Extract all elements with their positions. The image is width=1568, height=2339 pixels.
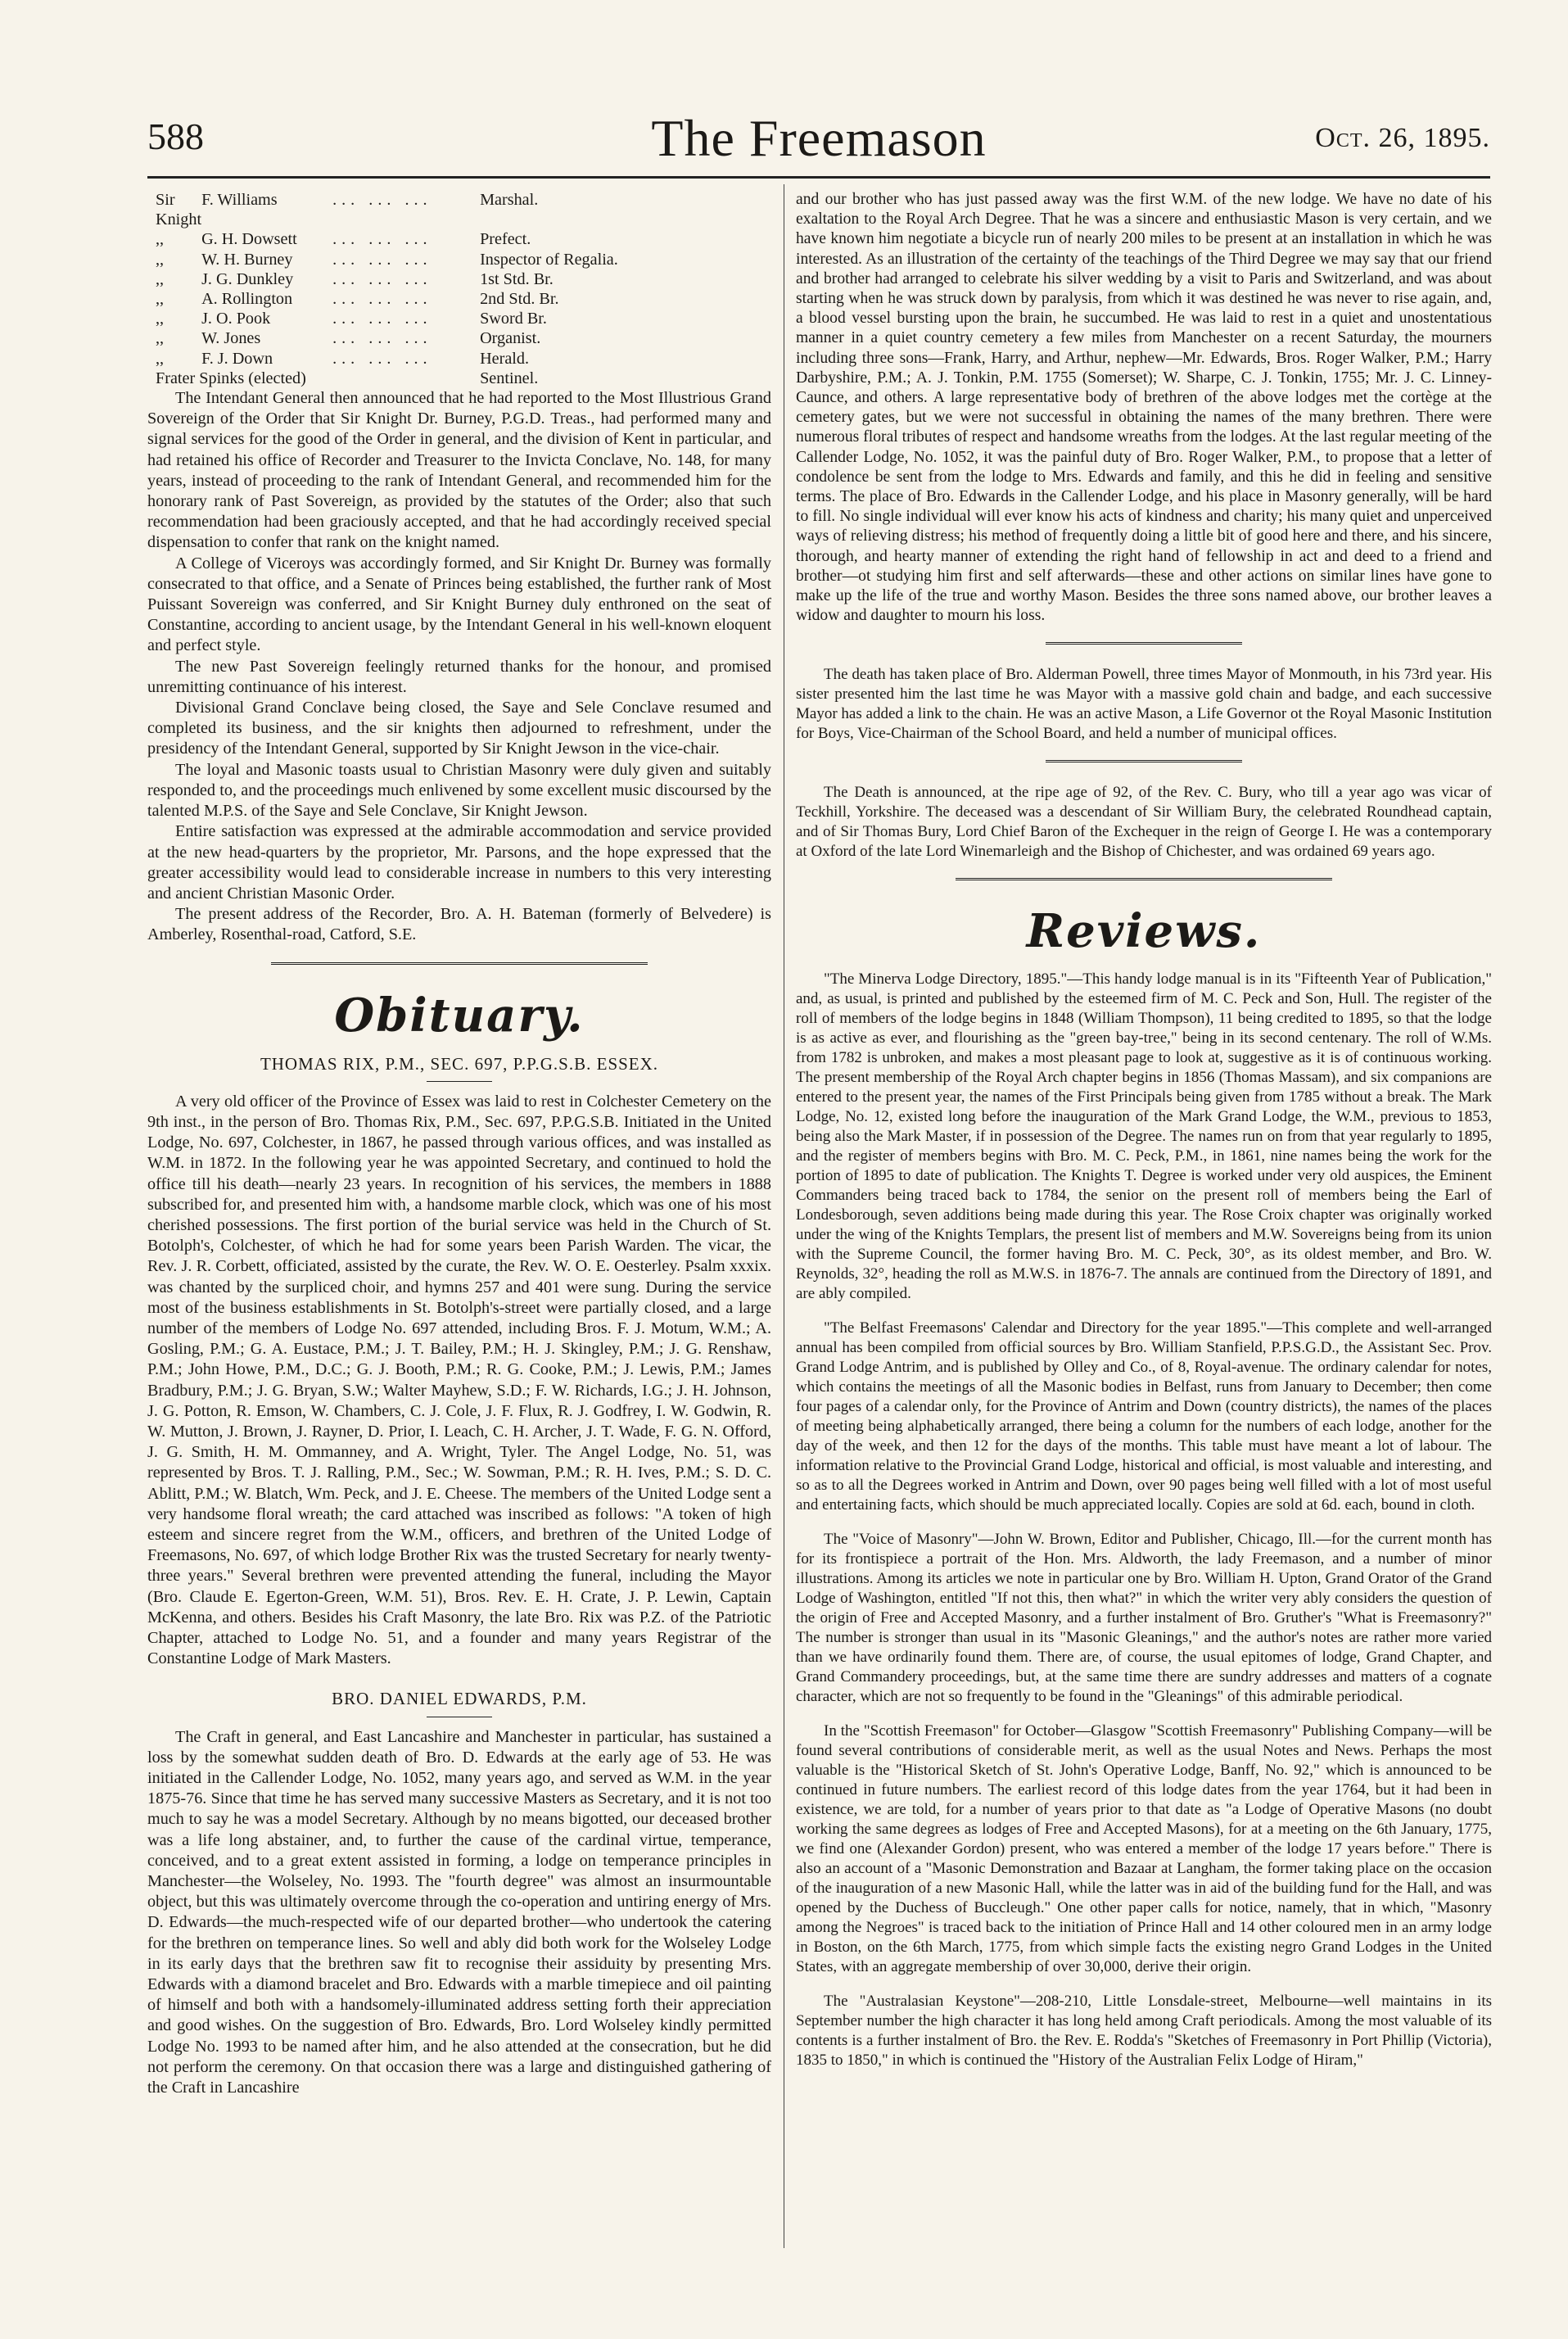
notice-divider (1046, 642, 1242, 647)
roster-row: Sir Knight F. Williams ... ... ... Marshal. (156, 191, 539, 229)
reviews-heading: Reviews. (1026, 904, 1262, 959)
notice-paragraph: The Death is announced, at the ripe age of 92, of the Rev. C. Bury, who till a year ago was vicar of Teckhill, Yorkshire. The deceased was a descendant of Sir William Bury, the celebrated Roundhead captain, and of Sir Thomas Bury, Lord Chief Baron of the Exchequer in the reign of George I. He was a contemporary at Oxford of the late Lord Winemarleigh and the Bishop of Chichester, and was ordained 69 years ago. (796, 784, 1492, 861)
paragraph: The loyal and Masonic toasts usual to Christian Masonry were duly given and suitably responded to, and the proceedings much enlivened by some excellent music discoursed by the talented M.P.S. of the Saye and Sele Conclave, Sir Knight Jewson. (147, 760, 771, 821)
obituary-rix-title: THOMAS RIX, P.M., SEC. 697, P.P.G.S.B. ESSEX. (260, 1053, 659, 1074)
paragraph: The Craft in general, and East Lancashire and Manchester in particular, has sustained a loss by the somewhat sudden death of Bro. D. Edwards at the early age of 53. He was initiated in the Callender Lodge, No. 1052, many years ago, and served as W.M. in the year 1875-76. Since that time he has served many successive Masters as Secretary, and it is not too much to say he was a model Secretary. Although by no means bigotted, our deceased brother was a life long abstainer, and, to further the cause of the cardinal virtue, temperance, conceived, and to a great extent assisted in forming, a lodge on temperance principles in Manchester—the Wolseley, No. 1993. The "fourth degree" was almost an insurmountable object, but this was ultimately overcome through the co-operation and untiring energy of Mrs. D. Edwards—the much-respected wife of our departed brother—who undertook the catering for the brethren on temperance lines. So well and ably did both work for the Wolseley Lodge in its early days that the brethren saw fit to recognise their assiduity by presenting Mrs. Edwards with a diamond bracelet and Bro. Edwards with a marble timepiece and oil painting of himself and both with a handsomely-illuminated address setting forth their appreciation and good wishes. On the suggestion of Bro. Edwards, Bro. Lord Wolseley kindly permitted Lodge No. 1993 to be named after him, and he also attended at the consecration, but he did not perform the ceremony. On that occasion there was a large and distinguished gathering of the Craft in Lancashire (147, 1727, 771, 2097)
right-column (796, 190, 1492, 2070)
subheading-rule (427, 1081, 492, 1082)
obituary-heading: Obituary. (334, 988, 585, 1043)
section-divider (956, 878, 1332, 883)
roster-row: Frater Spinks (elected) Sentinel. (156, 369, 539, 387)
roster-row: ,, W. H. Burney ... ... ... Inspector of Regalia. (156, 250, 618, 269)
issue-date: Oct. 26, 1895. (1315, 123, 1490, 153)
obituary-edwards-title: BRO. DANIEL EDWARDS, P.M. (332, 1689, 587, 1709)
left-column (147, 190, 771, 2098)
paragraph: Divisional Grand Conclave being closed, the Saye and Sele Conclave resumed and completed its business, and the sir knights then adjourned to refreshment, under the presidency of the Intendant General, supported by Sir Knight Jewson in the vice-chair. (147, 699, 771, 758)
paragraph: and our brother who has just passed away was the first W.M. of the new lodge. We have no date of his exaltation to the Royal Arch Degree. That he was a sincere and enthusiastic Mason is very certain, and we have known him negotiate a bicycle run of nearly 200 miles to be present at an installation in which he was interested. As an illustration of the certainty of the teachings of the Third Degree we may say that our friend and brother had arranged to celebrate his silver wedding by a visit to Paris and Switzerland, and was about starting when he was struck down by paralysis, from which it was destined he was never to rise again, and, a blood vessel bursting upon the brain, he succumbed. He was laid to rest in a quiet and unostentatious manner in a quiet country cemetery a few miles from Manchester on a recent Saturday, the mourners including three sons—Frank, Harry, and Arthur, nephew—Mr. Edwards, Bros. Roger Walker, P.M.; Harry Darbyshire, P.M.; A. J. Tonkin, P.M. 1755 (Somerset); W. Sharpe, C. J. Tonkin, 1755; Mr. J. C. Linney-Caunce, and others. A large representative body of brethren of the above lodges met the cortège at the cemetery gates, but we were not successful in obtaining the names of the many brethren. There were numerous floral tributes of respect and handsome wreaths from the lodges. At the last regular meeting of the Callender Lodge, No. 1052, it was the painful duty of Bro. Roger Walker, P.M., to propose that a letter of condolence be sent from the lodge to Mrs. Edwards and family, and this he did in feeling and sensitive terms. The place of Bro. Edwards in the Callender Lodge, and his place in Masonry generally, will be hard to fill. No single individual will ever know his acts of kindness and charity; his many quiet and unperceived ways of relieving distress; his method of frequently doing a little bit of good here and there, and his sincere, thorough, and hearty manner of extending the right hand of fellowship in act and deed to a friend and brother—ot studying him first and self afterwards—these and other actions on similar lines have gone to make up the life of the true and worthy Mason. Besides the three sons named above, our brother leaves a widow and daughter to mourn his loss. (796, 191, 1492, 625)
officer-roster (156, 190, 618, 388)
review-paragraph: "The Belfast Freemasons' Calendar and Directory for the year 1895."—This complete and well-arranged annual has been compiled from official sources by Bro. William Stanfield, P.P.S.G.D., the Assistant Sec. Prov. Grand Lodge Antrim, and is published by Olley and Co., of 8, Royal-avenue. The ordinary calendar for notes, which contains the meetings of all the Masonic bodies in Belfast, runs from January to December; then come four pages of a calendar only, for the Province of Antrim and Down (country districts), the names of the places of meeting being alphabetically arranged, there being a column for the numbers of each lodge, another for the day of the week, and then 12 for the days of the months. This table must have meant a lot of labour. The information relative to the Provincial Grand Lodge, historical and official, is most valuable and interesting, and so as to all the Degrees worked in Antrim and Down, over 90 pages being well filled with a lot of most useful and entertaining facts, which should be much appreciated locally. Copies are sold at 6d. each, bound in cloth. (796, 1319, 1492, 1514)
notice-paragraph: The death has taken place of Bro. Alderman Powell, three times Mayor of Monmouth, in his 73rd year. His sister presented him the last time he was Mayor with a massive gold chain and badge, and each successive Mayor has added a link to the chain. He was an active Mason, a Life Governor ot the Royal Masonic Institution for Boys, Vice-Chairman of the School Board, and held a number of municipal offices. (796, 666, 1492, 743)
page-number: 588 (147, 115, 204, 157)
masthead-rule (147, 176, 1490, 179)
section-divider (271, 962, 648, 967)
paragraph: The Intendant General then announced that he had reported to the Most Illustrious Grand Sovereign of the Order that Sir Knight Dr. Burney, P.G.D. Treas., had performed many and signal services for the good of the Order in general, and the division of Kent in particular, and had retained his office of Recorder and Treasurer to the Invicta Conclave, No. 148, for many years, instead of proceeding to the rank of Intendant General, and recommended him for the honorary rank of Past Sovereign, as provided by the statutes of the Order; also that such recommendation had been graciously accepted, and that he had accordingly received special dispensation to confer that rank on the knight named. (147, 389, 771, 552)
review-paragraph: "The Minerva Lodge Directory, 1895."—This handy lodge manual is in its "Fifteenth Year of Publication," and, as usual, is printed and published by the esteemed firm of M. C. Peck and Son, Hull. The register of the roll of members of the lodge begins in 1848 (William Thompson), 11 being credited to 1895, so that the lodge is as active as ever, and flourishing as the "green bay-tree," being in its second centenary. The roll of W.Ms. from 1782 is unbroken, and makes a most pleasant page to look at, suggestive as it is of continuous working. The present membership of the Royal Arch chapter begins in 1856 (Thomas Massam), and six companions are entered to the present year, the names of the First Principals being given from 1785 without a break. The Mark Lodge, No. 12, existed long before the inauguration of the Mark Grand Lodge, the W.M., previous to 1853, being also the Mark Master, if in possession of the Degree. The names run on from that year regularly to 1895, and the register of members begins with Bro. M. C. Peck, P.M., in 1861, nine names being the work for the portion of 1895 to date of publication. The Knights T. Degree is worked under very old auspices, the Eminent Commanders being traced back to 1784, the senior on the present roll of members being the Earl of Londesborough, seven additions being made during this year. The Rose Croix chapter was originally worked under the wing of the Knights Templars, the present list of members and M.W. Sovereigns being from its union with the Supreme Council, the former having Bro. M. C. Peck, 30°, as its oldest member, and Bro. W. Reynolds, 32°, heading the roll as M.W.S. in 1876-7. The annals are continued from the Directory of 1891, and are ably compiled. (796, 970, 1492, 1303)
roster-row: ,, J. O. Pook ... ... ... Sword Br. (156, 310, 547, 328)
review-paragraph: In the "Scottish Freemason" for October—Glasgow "Scottish Freemasonry" Publishing Company—will be found several contributions of considerable merit, as well as the usual Notes and News. Perhaps the most valuable is the "Historical Sketch of St. John's Operative Lodge, Banff, No. 92," which is announced to be continued in future numbers. The earliest record of this lodge dates from the year 1764, but it had been in existence, we are told, for a number of years prior to that date as "a Lodge of Operative Masons (no doubt working the same degrees as lodges of Free and Accepted Masons), for at a meeting on the 6th January, 1775, we find one (Alexander Gordon) present, who was entered a member of the lodge 17 years before." There is also an account of a "Masonic Demonstration and Bazaar at Langham, the former taking place on the occasion of the inauguration of a new Masonic Hall, while the latter was in aid of the building fund for the Hall, and was opened by the Duchess of Buccleugh." One other paper calls for notice, namely, that in which, "Masonry among the Negroes" is traced back to the initiation of Prince Hall and 14 other coloured men in an army lodge in Boston, on the 6th March, 1775, from which simple facts the existing negro Grand Lodges in the United States, with an aggregate membership of over 30,000, derive their origin. (796, 1722, 1492, 1976)
paragraph: The new Past Sovereign feelingly returned thanks for the honour, and promised unremitting continuance of his interest. (147, 657, 771, 696)
paragraph: A very old officer of the Province of Essex was laid to rest in Colchester Cemetery on the 9th inst., in the person of Bro. Thomas Rix, P.M., Sec. 697, P.P.G.S.B. Initiated in the United Lodge, No. 697, Colchester, in 1867, he passed through various offices, and was installed as W.M. in 1872. In the following year he was appointed Secretary, and continued to hold the office till his death—nearly 23 years. In recognition of his services, the members in 1888 subscribed for, and presented him with, a handsome marble clock, which was one of his most cherished possessions. The first portion of the burial service was held in the Church of St. Botolph's, Colchester, of which he had for some years been Parish Warden. The vicar, the Rev. J. R. Corbett, officiated, assisted by the curate, the Rev. W. O. E. Oesterley. Psalm xxxix. was chanted by the surpliced choir, and hymns 257 and 401 were sung. During the service most of the business establishments in St. Botolph's-street were partially closed, and a large number of the members of Lodge No. 697 attended, including Bros. F. J. Motum, W.M.; A. Gosling, P.M.; G. A. Eustace, P.M.; J. T. Bailey, P.M.; H. J. Skingley, P.M.; J. G. Renshaw, P.M.; John Howe, P.M., D.C.; G. J. Booth, P.M.; R. G. Cooke, P.M.; J. Lewis, P.M.; James Bradbury, P.M.; J. G. Bryan, S.W.; Walter Mayhew, S.D.; F. W. Richards, I.G.; J. H. Johnson, J. G. Potton, R. Emson, W. Chambers, C. J. Cole, J. F. Flux, R. J. Godfrey, I. W. Godwin, R. W. Mutton, J. Brown, J. Rayner, D. Prior, I. Leach, C. H. Archer, J. T. Wade, F. G. N. Offord, J. G. Smith, H. M. Ommanney, and A. Wright, Tyler. The Angel Lodge, No. 51, was represented by Bros. T. J. Ralling, P.M., Sec.; W. Sowman, P.M.; R. H. Ives, P.M.; S. D. C. Ablitt, P.M.; W. Blatch, Wm. Peck, and J. E. Cheese. The members of the United Lodge sent a very handsome floral wreath; the card attached was inscribed as follows: "A token of high esteem and sincere regret from the W.M., officers, and brethren of the United Lodge of Freemasons, No. 697, of which lodge Brother Rix was the trusted Secretary for nearly twenty-three years." Several brethren were prevented attending the funeral, including the Mayor (Bro. Claude E. Egerton-Green, W.M. 51), Bros. Rev. E. H. Crate, J. P. Lewin, Captain McKenna, and others. Besides his Craft Masonry, the late Bro. Rix was P.Z. of the Patriotic Chapter, attached to Lodge No. 51, and a founder and many years Registrar of the Constantine Lodge of Mark Masters. (147, 1092, 771, 1668)
publication-title: The Freemason (651, 109, 987, 167)
paragraph: The present address of the Recorder, Bro. A. H. Bateman (formerly of Belvedere) is Amberley, Rosenthal-road, Catford, S.E. (147, 905, 771, 944)
paragraph: A College of Viceroys was accordingly formed, and Sir Knight Dr. Burney was formally consecrated to that office, and a Senate of Princes being established, the further rank of Most Puissant Sovereign was conferred, and Sir Knight Burney duly enthroned on the seat of Constantine, according to ancient usage, by the Intendant General in his well-known eloquent and perfect style. (147, 554, 771, 655)
notice-divider (1046, 760, 1242, 765)
roster-row: ,, J. G. Dunkley ... ... ... 1st Std. Br. (156, 269, 554, 288)
review-paragraph: The "Australasian Keystone"—208-210, Little Lonsdale-street, Melbourne—well maintains in its September number the high character it has long held among Craft periodicals. Among the most valuable of its contents is a further instalment of Bro. the Rev. E. Rodda's "Sketches of Freemasonry in Port Phillip (Victoria), 1835 to 1850," in which is continued the "History of the Australian Felix Lodge of Hiram," (796, 1993, 1492, 2070)
masthead (147, 109, 1490, 172)
roster-row: ,, W. Jones ... ... ... Organist. (156, 329, 541, 348)
roster-row: ,, A. Rollington ... ... ... 2nd Std. Br. (156, 290, 559, 309)
paragraph: Entire satisfaction was expressed at the admirable accommodation and service provided at the new head-quarters by the proprietor, Mr. Parsons, and the hope expressed that the greater accessibility would lead to considerable increase in numbers to this very interesting and ancient Christian Masonic Order. (147, 822, 771, 903)
review-paragraph: The "Voice of Masonry"—John W. Brown, Editor and Publisher, Chicago, Ill.—for the current month has for its frontispiece a portrait of the Hon. Mrs. Aldworth, the lady Freemason, and a number of minor illustrations. Among its articles we note in particular one by Bro. William H. Upton, Grand Orator of the Grand Lodge of Washington, entitled "If not this, then what?" in which the writer very ably considers the question of the origin of Free and Accepted Masonry, and a further instalment of Bro. Gruther's "What is Freemasonry?" The number is stronger than usual in its "Masonic Gleanings," and the author's notes are rather more varied than we have ordinarily found them. There are, of course, the usual epitomes of lodge, Grand Chapter, and Grand Commandery proceedings, but, at the same time there are sundry addresses and matters of a cognate character, which are not so frequently to be found in the "Gleanings" of this admirable periodical. (796, 1531, 1492, 1706)
roster-row: ,, F. J. Down ... ... ... Herald. (156, 349, 530, 368)
roster-row: ,, G. H. Dowsett ... ... ... Prefect. (156, 230, 531, 249)
